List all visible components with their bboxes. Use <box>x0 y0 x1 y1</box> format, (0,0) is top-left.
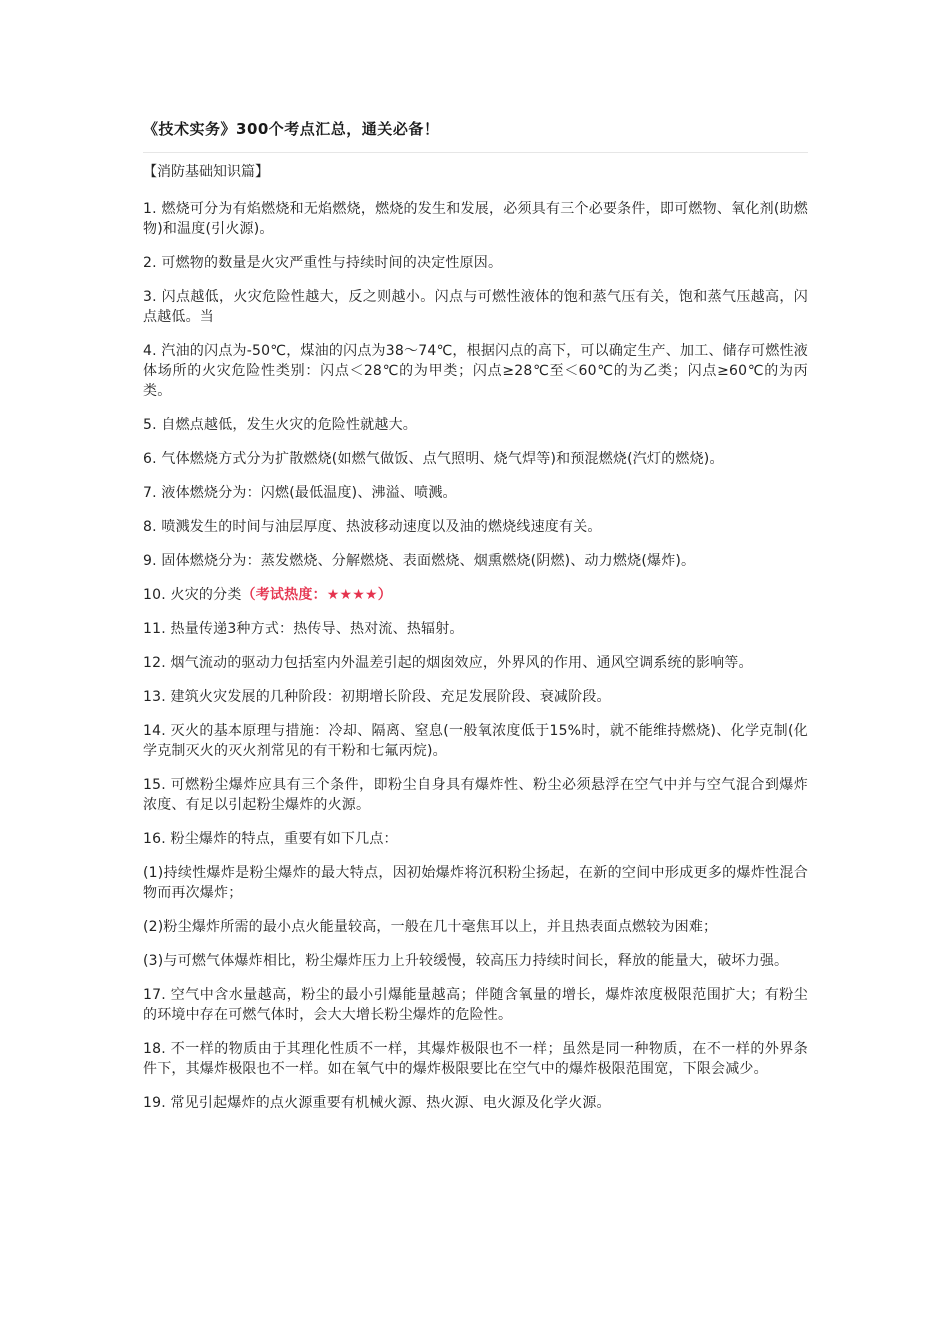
paragraph-2: 2. 可燃物的数量是火灾严重性与持续时间的决定性原因。 <box>143 255 503 271</box>
paragraph-16-3: (3)与可燃气体爆炸相比，粉尘爆炸压力上升较缓慢，较高压力持续时间长，释放的能量大，破坏力强。 <box>143 953 789 969</box>
paragraph-19: 19. 常见引起爆炸的点火源重要有机械火源、热火源、电火源及化学火源。 <box>143 1095 611 1111</box>
paragraph-9: 9. 固体燃烧分为：蒸发燃烧、分解燃烧、表面燃烧、烟熏燃烧(阴燃)、动力燃烧(爆炸)。 <box>143 553 696 569</box>
document-title: 《技术实务》300个考点汇总，通关必备！ <box>143 118 808 153</box>
paragraph-16-1: (1)持续性爆炸是粉尘爆炸的最大特点，因初始爆炸将沉积粉尘扬起，在新的空间中形成更多的爆炸性混合物而再次爆炸； <box>143 865 808 901</box>
paragraph-7: 7. 液体燃烧分为：闪燃(最低温度)、沸溢、喷溅。 <box>143 485 457 501</box>
paragraph-11: 11. 热量传递3种方式：热传导、热对流、热辐射。 <box>143 621 464 637</box>
paragraph-4: 4. 汽油的闪点为-50℃，煤油的闪点为38～74℃，根据闪点的高下，可以确定生产、加工、储存可燃性液体场所的火灾危险性类别：闪点＜28℃的为甲类；闪点≥28℃至＜60℃的为乙类；闪点≥60℃的为丙类。 <box>143 343 808 399</box>
paragraph-5: 5. 自燃点越低，发生火灾的危险性就越大。 <box>143 417 418 433</box>
paragraph-18: 18. 不一样的物质由于其理化性质不一样，其爆炸极限也不一样；虽然是同一种物质，在不一样的外界条件下，其爆炸极限也不一样。如在氧气中的爆炸极限要比在空气中的爆炸极限范围宽，下限会减少。 <box>143 1041 808 1077</box>
paragraph-16-2: (2)粉尘爆炸所需的最小点火能量较高，一般在几十毫焦耳以上，并且热表面点燃较为困难； <box>143 919 718 935</box>
exam-heat-badge: （考试热度：★★★★） <box>241 587 392 603</box>
paragraph-12: 12. 烟气流动的驱动力包括室内外温差引起的烟囱效应，外界风的作用、通风空调系统的影响等。 <box>143 655 753 671</box>
paragraph-3: 3. 闪点越低，火灾危险性越大，反之则越小。闪点与可燃性液体的饱和蒸气压有关，饱和蒸气压越高，闪点越低。当 <box>143 289 808 325</box>
paragraph-17: 17. 空气中含水量越高，粉尘的最小引爆能量越高；伴随含氧量的增长，爆炸浓度极限范围扩大；有粉尘的环境中存在可燃气体时，会大大增长粉尘爆炸的危险性。 <box>143 987 808 1023</box>
paragraph-8: 8. 喷溅发生的时间与油层厚度、热波移动速度以及油的燃烧线速度有关。 <box>143 519 602 535</box>
paragraph-13: 13. 建筑火灾发展的几种阶段：初期增长阶段、充足发展阶段、衰减阶段。 <box>143 689 611 705</box>
section-heading: 【消防基础知识篇】 <box>143 164 269 180</box>
paragraph-10 <box>143 585 808 605</box>
paragraph-14: 14. 灭火的基本原理与措施：冷却、隔离、窒息(一般氧浓度低于15%时，就不能维持燃烧)、化学克制(化学克制灭火的灭火剂常见的有干粉和七氟丙烷)。 <box>143 723 808 759</box>
paragraph-1: 1. 燃烧可分为有焰燃烧和无焰燃烧，燃烧的发生和发展，必须具有三个必要条件，即可燃物、氧化剂(助燃物)和温度(引火源)。 <box>143 201 808 237</box>
document-page <box>143 118 808 1113</box>
paragraph-15: 15. 可燃粉尘爆炸应具有三个条件，即粉尘自身具有爆炸性、粉尘必须悬浮在空气中并与空气混合到爆炸浓度、有足以引起粉尘爆炸的火源。 <box>143 777 808 813</box>
paragraph-16: 16. 粉尘爆炸的特点，重要有如下几点： <box>143 831 398 847</box>
paragraph-6: 6. 气体燃烧方式分为扩散燃烧(如燃气做饭、点气照明、烧气焊等)和预混燃烧(汽灯的燃烧)。 <box>143 451 724 467</box>
paragraph-10-text: 10. 火灾的分类 <box>143 587 242 603</box>
